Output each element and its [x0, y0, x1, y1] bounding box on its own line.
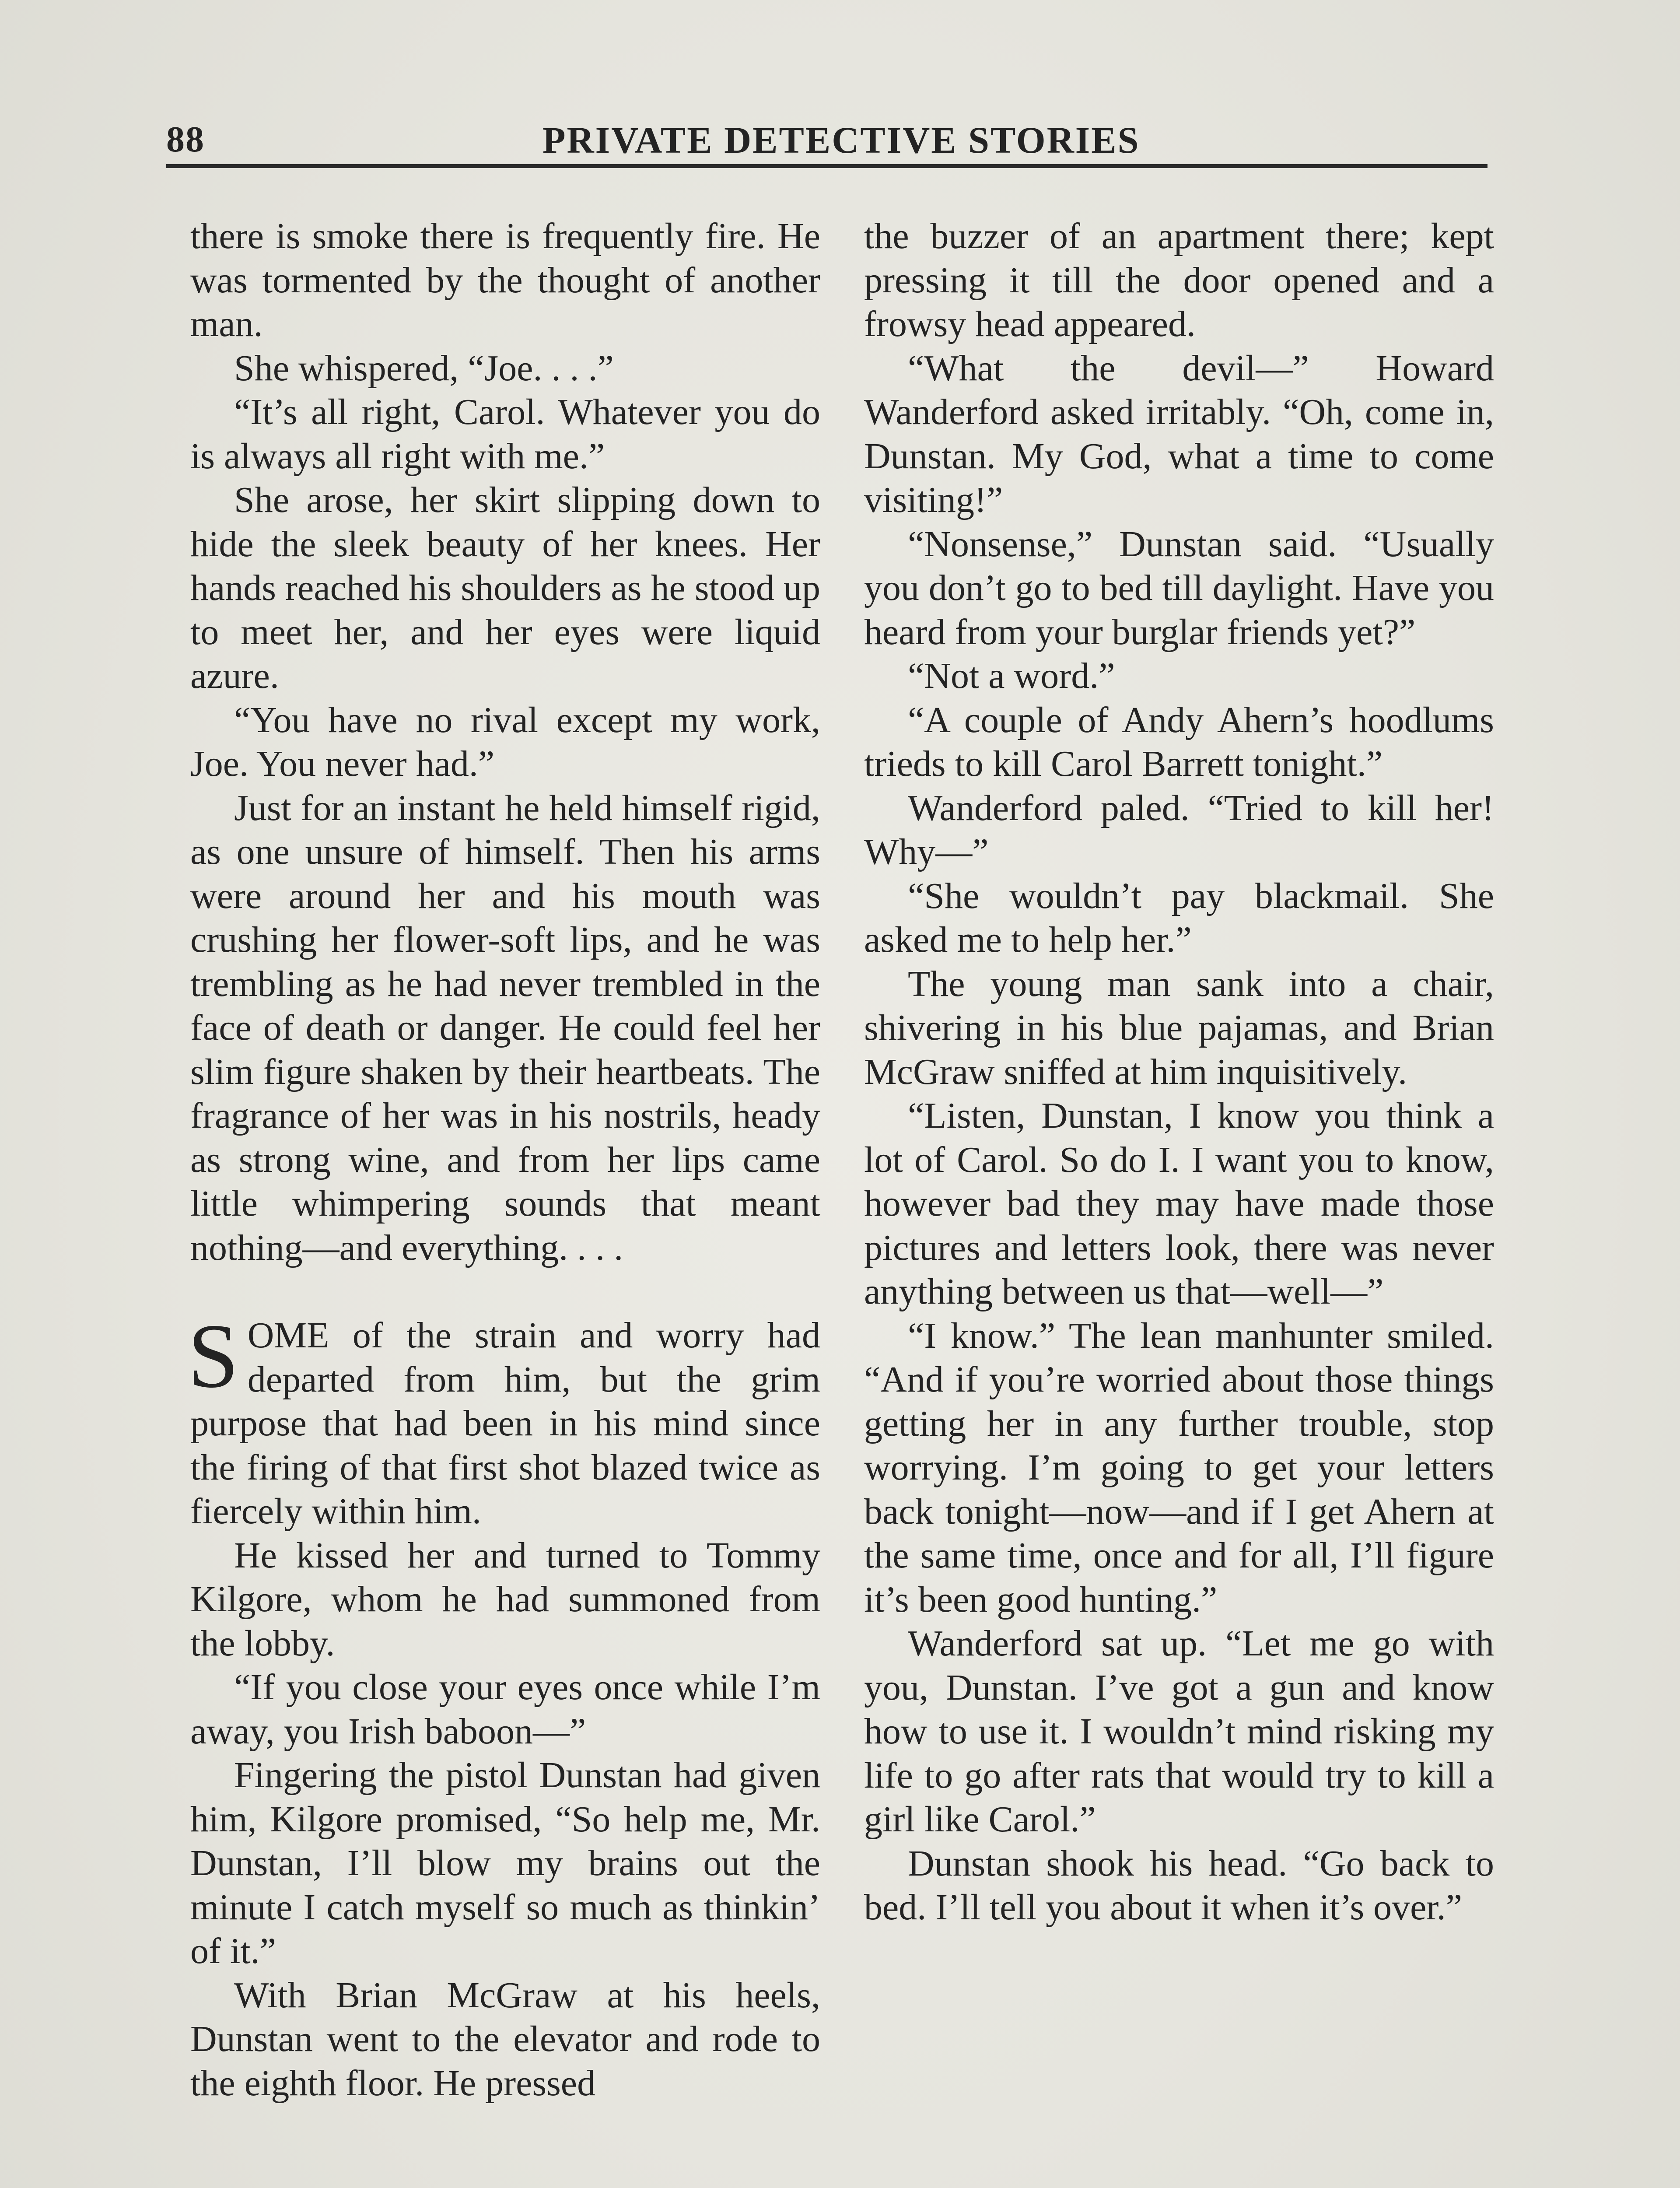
- paragraph: “Listen, Dunstan, I know you think a lot of Carol. So do I. I want you to know, however bad they may have made those pictures and letters look, there was never anything between us that—well—”: [864, 1095, 1494, 1312]
- header-rule: [166, 164, 1488, 168]
- paragraph: “It’s all right, Carol. Whatever you do is always all right with me.”: [190, 392, 820, 477]
- paragraph: The young man sank into a chair, shivering in his blue pajamas, and Brian McGraw sniffed at him inquisitively.: [864, 963, 1494, 1092]
- paragraph: “I know.” The lean manhunter smiled. “And if you’re worried about those things getting her in any further trouble, stop worrying. I’m going to get your letters back tonight—now—and if I get Ahern at the same time, once and for all, I’ll figure it’s been good hunting.”: [864, 1315, 1494, 1620]
- page-number: 88: [166, 119, 205, 160]
- section-break: [190, 1270, 820, 1314]
- paragraph: “You have no rival except my work, Joe. You never had.”: [190, 699, 820, 784]
- paragraph: “A couple of Andy Ahern’s hoodlums trieds to kill Carol Barrett tonight.”: [864, 699, 1494, 784]
- paragraph: With Brian McGraw at his heels, Dunstan went to the elevator and rode to the eighth floor. He pressed: [190, 1974, 820, 2104]
- paragraph: Just for an instant he held himself rigid, as one unsure of himself. Then his arms were around her and his mouth was crushing her flower-soft lips, and he was trembling as he had never trembled in the face of death or danger. He could feel her slim figure shaken by their heartbeats. The fragrance of her was in his nostrils, heady as strong wine, and from her lips came little whimpering sounds that meant nothing—and everything. . . .: [190, 787, 820, 1268]
- paragraph: “If you close your eyes once while I’m away, you Irish baboon—”: [190, 1667, 820, 1752]
- paragraph: the buzzer of an apartment there; kept pressing it till the door opened and a frowsy head appeared.: [864, 216, 1494, 344]
- paragraph: Fingering the pistol Dunstan had given him, Kilgore promised, “So help me, Mr. Dunstan, I’ll blow my brains out the minute I catch myself so much as thinkin’ of it.”: [190, 1755, 820, 1971]
- paragraph: She whispered, “Joe. . . .”: [234, 347, 614, 389]
- section-opening-paragraph: [188, 1305, 820, 1534]
- paragraph: Wanderford paled. “Tried to kill her! Why—”: [864, 787, 1494, 872]
- drop-cap: S: [188, 1305, 239, 1407]
- paragraph: “Nonsense,” Dunstan said. “Usually you don’t go to bed till daylight. Have you heard from your burglar friends yet?”: [864, 523, 1494, 652]
- paragraph: Dunstan shook his head. “Go back to bed. I’ll tell you about it when it’s over.”: [864, 1843, 1494, 1928]
- right-column: [864, 214, 1494, 1930]
- paragraph: He kissed her and turned to Tommy Kilgore, whom he had summoned from the lobby.: [190, 1535, 820, 1664]
- paragraph: She arose, her skirt slipping down to hide the sleek beauty of her knees. Her hands reached his shoulders as he stood up to meet her, and her eyes were liquid azure.: [190, 480, 820, 696]
- left-column: [190, 214, 820, 2105]
- paragraph: “Not a word.”: [908, 656, 1115, 696]
- paragraph: there is smoke there is frequently fire. He was tormented by the thought of another man.: [190, 216, 820, 344]
- running-head: PRIVATE DETECTIVE STORIES: [542, 119, 1140, 161]
- paragraph: Wanderford sat up. “Let me go with you, Dunstan. I’ve got a gun and know how to use it. I wouldn’t mind risking my life to go after rats that would try to kill a girl like Carol.”: [864, 1623, 1494, 1840]
- paragraph-text: OME of the strain and worry had departed from him, but the grim purpose that had been in his mind since the firing of that first shot blazed twice as fiercely within him.: [190, 1315, 820, 1532]
- paragraph: “What the devil—” Howard Wanderford asked irritably. “Oh, come in, Dunstan. My God, what a time to come visiting!”: [864, 347, 1494, 520]
- paragraph: “She wouldn’t pay blackmail. She asked me to help her.”: [864, 875, 1494, 960]
